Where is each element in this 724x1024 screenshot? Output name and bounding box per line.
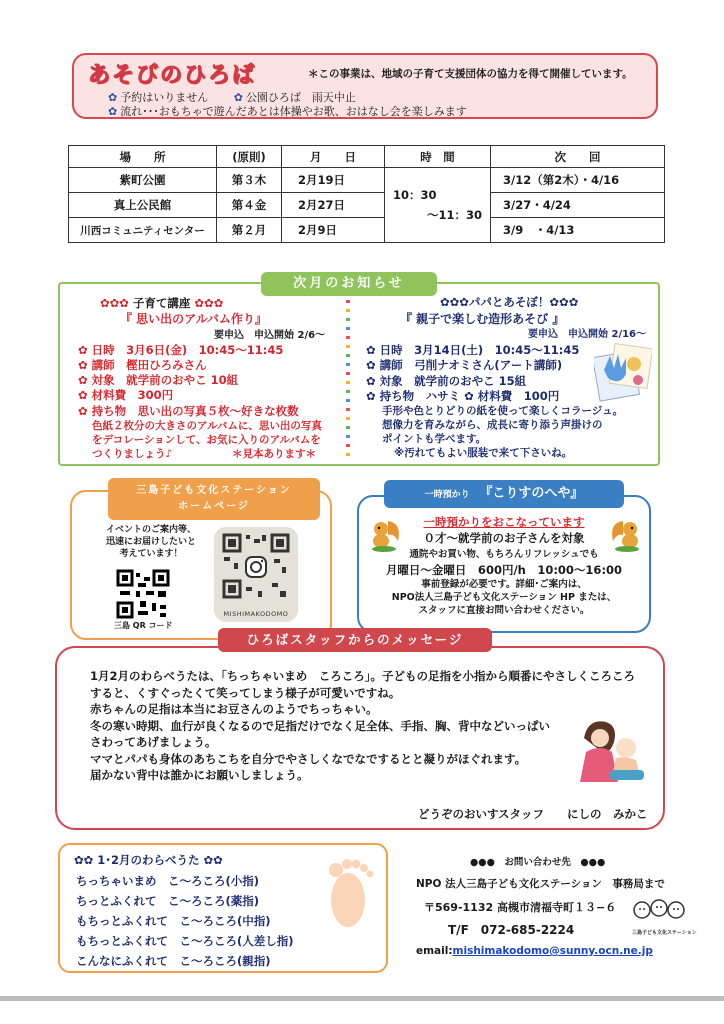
park-rain-text: 公園ひろば 雨天中止	[245, 91, 356, 104]
papa-target	[366, 374, 526, 388]
no-reservation-text: 予約はいりません	[120, 91, 209, 104]
koris-line-6: NPO法人三島子ども文化ステーション HP または、	[391, 592, 617, 603]
date-cell: 2月9日	[282, 218, 385, 243]
koris-line-5: 事前登録が必要です。詳細･ご案内は、	[421, 579, 587, 590]
warabe-title-text: 1･2月のわらべうた	[97, 853, 200, 867]
papa-head-text: パパとあそぼ！	[468, 295, 550, 309]
instagram-qr-card[interactable]	[214, 527, 298, 622]
papa-target-text: 対象 就学前のおやこ 15組	[379, 374, 527, 388]
flower-icon: ✿	[366, 343, 380, 357]
flower-icon: ✿✿	[74, 853, 98, 867]
lecture-sample: ＊見本あります＊	[232, 448, 316, 460]
rule-cell: 第２月	[217, 218, 282, 243]
warabe-line: もちっとふくれて こ〜ろころ(中指)	[76, 914, 271, 928]
table-row	[69, 218, 665, 243]
flower-icon: ✿	[366, 374, 380, 388]
col-rule: (原則)	[217, 146, 282, 168]
papa-date-text: 日時 3月14日(土) 10:45〜11:45	[379, 343, 580, 357]
station-tab	[108, 478, 320, 520]
koris-line-4: 月曜日〜金曜日 600円/h 10:00〜16:00	[385, 563, 623, 577]
koris-tab-big: 『こりすのへや』	[479, 486, 584, 501]
handprint-collage-image	[594, 340, 652, 402]
flower-icon: ✿	[78, 404, 92, 418]
message-line: すると、くすぐったくて笑ってしまう様子が可愛いですね。	[90, 685, 401, 700]
rule-cell: 第４金	[217, 193, 282, 218]
message-line: 1月2月のわらべうたは、｢ちっちゃいまめ ころころ｣。子どもの足指を小指から順番にやさしくころころ	[90, 669, 635, 683]
station-text-2: 迅速にお届けしたいと	[105, 537, 196, 547]
papa-desc-1: 手形や色とりどりの紙を使って楽しくコラージュ。	[382, 405, 624, 417]
logo-caption: 三島子ども文化ステーション	[632, 930, 697, 936]
col-date: 月 日	[282, 146, 385, 168]
next-cell: 3/9 ・4/13	[491, 218, 665, 243]
lecture-req: 要申込 申込開始 2/6〜	[214, 330, 326, 341]
koris-line-3: 通院やお買い物、もちろんリフレッシュでも	[409, 549, 599, 560]
flower-icon: ✿	[366, 389, 380, 403]
lecture-fee-text: 材料費 300円	[91, 388, 174, 402]
place-cell: 川西コミュニティセンター	[69, 218, 217, 243]
header-bullet-1	[108, 90, 356, 105]
instagram-label: MISHIMAKODOMO	[223, 610, 289, 618]
message-line: 赤ちゃんの足指は本当にお豆さんのようでちっちゃい。	[90, 702, 378, 716]
lecture-target-text: 対象 就学前のおやこ 10組	[91, 373, 239, 387]
papa-head	[440, 295, 578, 309]
qr-code-image[interactable]	[116, 569, 170, 619]
papa-teacher-text: 講師 弓削ナオミさん(アート講師)	[379, 358, 563, 372]
lecture-teacher	[78, 358, 207, 372]
papa-bring	[366, 389, 559, 403]
col-place: 場 所	[69, 146, 217, 168]
warabe-line: ちっとふくれて こ〜ろころ(薬指)	[76, 894, 260, 908]
place-cell: 紫町公園	[69, 168, 217, 193]
time-start: 10：30	[393, 188, 437, 202]
koris-content	[357, 514, 651, 617]
email-label: email:	[416, 945, 453, 957]
message-line: 冬の寒い時期、血行が良くなるので足指だけでなく足全体、手指、胸、背中などいっぱい	[90, 718, 550, 733]
station-text-3: 考えています！	[119, 549, 183, 559]
date-cell: 2月19日	[282, 168, 385, 193]
flower-icon: ✿	[460, 389, 478, 403]
koris-line-7: スタッフに直接お問い合わせください。	[418, 605, 590, 616]
message-line: さわってあげましょう。	[90, 735, 217, 749]
lecture-bring	[78, 404, 299, 418]
email-link[interactable]: mishimakodomo@sunny.ocn.ne.jp	[452, 945, 653, 957]
col-time: 時 間	[385, 146, 491, 168]
warabe-lines	[76, 871, 294, 971]
lecture-target	[78, 373, 238, 387]
lecture-title: 『 思い出のアルバム作り』	[120, 312, 267, 326]
table-row	[69, 193, 665, 218]
header-note: ＊この事業は、地域の子育て支援団体の協力を得て開催しています。	[308, 68, 633, 80]
header-bullet-2	[108, 104, 467, 119]
mother-baby-illustration	[576, 708, 652, 784]
papa-date	[366, 343, 579, 357]
bullet-icon: ✿	[108, 105, 118, 118]
rule-cell: 第３木	[217, 168, 282, 193]
flower-icon: ✿	[78, 358, 92, 372]
station-text-1: イベントのご案内等、	[105, 525, 196, 535]
papa-desc-3: ポイントも学べます。	[382, 433, 487, 445]
koris-tab	[384, 480, 624, 508]
lecture-date-text: 日時 3月6日(金) 10:45〜11:45	[91, 343, 284, 357]
station-logo	[632, 896, 697, 940]
contact-org: NPO 法人三島子ども文化ステーション 事務局まで	[416, 878, 665, 890]
flower-icon: ✿✿	[199, 853, 223, 867]
place-cell: 真上公民館	[69, 193, 217, 218]
koris-tab-small: 一時預かり	[424, 490, 470, 500]
table-row	[69, 168, 665, 193]
lecture-teacher-text: 講師 樫田ひろみさん	[91, 358, 207, 372]
station-text	[100, 524, 202, 560]
papa-desc-4: ※汚れてもよい服装で来て下さいね。	[394, 447, 573, 459]
station-tab-line-2: ホームページ	[178, 501, 250, 512]
message-tab: ひろばスタッフからのメッセージ	[218, 628, 492, 652]
flow-text: 流れ･･･おもちゃで遊んだあとは体操やお歌、おはなし会を楽しみます	[120, 105, 467, 118]
table-header-row	[69, 146, 665, 168]
lecture-bring-text: 持ち物 思い出の写真５枚〜好きな枚数	[91, 404, 299, 418]
warabe-line: こんなにふくれて こ〜ろころ(親指)	[76, 954, 271, 968]
koris-line-2: ０才〜就学前のお子さんを対象	[423, 531, 585, 545]
flower-icon: ✿✿✿	[190, 296, 224, 310]
papa-bring-text: 持ち物 ハサミ	[379, 389, 461, 403]
contact-address: 〒569-1132 高槻市清福寺町１３−６	[424, 901, 617, 914]
papa-desc-2: 想像力を育みながら、成長に寄り添う声掛けの	[382, 419, 603, 431]
message-line: ママとパパも身体のあちこちを自分でやさしくなでなでするとと凝りがほぐれます。	[90, 751, 527, 766]
bottom-divider	[0, 996, 724, 1001]
papa-teacher	[366, 358, 562, 372]
lecture-desc-3: つくりましょう♪	[92, 448, 173, 460]
flower-icon: ✿	[366, 358, 380, 372]
koris-line-1: 一時預かりをおこなっています	[423, 515, 585, 529]
lecture-date	[78, 343, 283, 357]
next-cell: 3/27・4/24	[491, 193, 665, 218]
bullet-icon: ✿	[233, 91, 243, 104]
flower-icon: ✿✿✿	[100, 296, 133, 310]
time-cell	[385, 168, 491, 243]
lecture-fee	[78, 388, 173, 402]
qr-label: 三島 QR コード	[114, 621, 173, 630]
station-tab-line-1: 三島子ども文化ステーション	[136, 485, 292, 496]
foot-icon	[318, 852, 378, 930]
contact-head: ●●● お問い合わせ先 ●●●	[470, 857, 606, 868]
flower-icon: ✿	[78, 373, 92, 387]
message-line: 届かない背中は誰かにお願いしましょう。	[90, 768, 309, 782]
lecture-desc-1: 色紙２枚分の大きさのアルバムに、思い出の写真	[92, 420, 322, 432]
lecture-head-text: 子育て講座	[132, 296, 191, 310]
notice-tab: 次月のお知らせ	[261, 272, 437, 296]
bullet-icon: ✿	[108, 91, 118, 104]
page-title: あそびのひろば	[88, 63, 257, 88]
message-signature: どうぞのおいすスタッフ にしの みかこ	[418, 807, 648, 821]
message-body	[90, 668, 635, 784]
flower-icon: ✿✿✿	[440, 295, 469, 309]
lecture-desc-2: をデコレーションして、お気に入りのアルバムを	[92, 434, 321, 446]
schedule-table	[68, 145, 665, 243]
divider	[346, 300, 350, 458]
col-next: 次 回	[491, 146, 665, 168]
instagram-qr-icon	[214, 527, 298, 607]
warabe-title	[74, 850, 223, 870]
papa-req: 要申込 申込開始 2/16〜	[528, 329, 647, 340]
contact-tel: T/F 072-685-2224	[448, 923, 575, 937]
papa-fee-text: 材料費 100円	[477, 389, 560, 403]
time-end: 〜11：30	[426, 208, 482, 222]
warabe-line: ちっちゃいまめ こ〜ろころ(小指)	[76, 874, 260, 888]
date-cell: 2月27日	[282, 193, 385, 218]
papa-title: 『 親子で楽しむ造形あそび 』	[400, 312, 565, 326]
warabe-line: もちっとふくれて こ〜ろころ(人差し指)	[76, 934, 294, 948]
contact-email	[416, 941, 653, 961]
flower-icon: ✿	[78, 388, 92, 402]
lecture-head	[100, 296, 223, 310]
flower-icon: ✿✿✿	[549, 295, 579, 309]
flower-icon: ✿	[78, 343, 92, 357]
next-cell: 3/12（第2木）・4/16	[491, 168, 665, 193]
